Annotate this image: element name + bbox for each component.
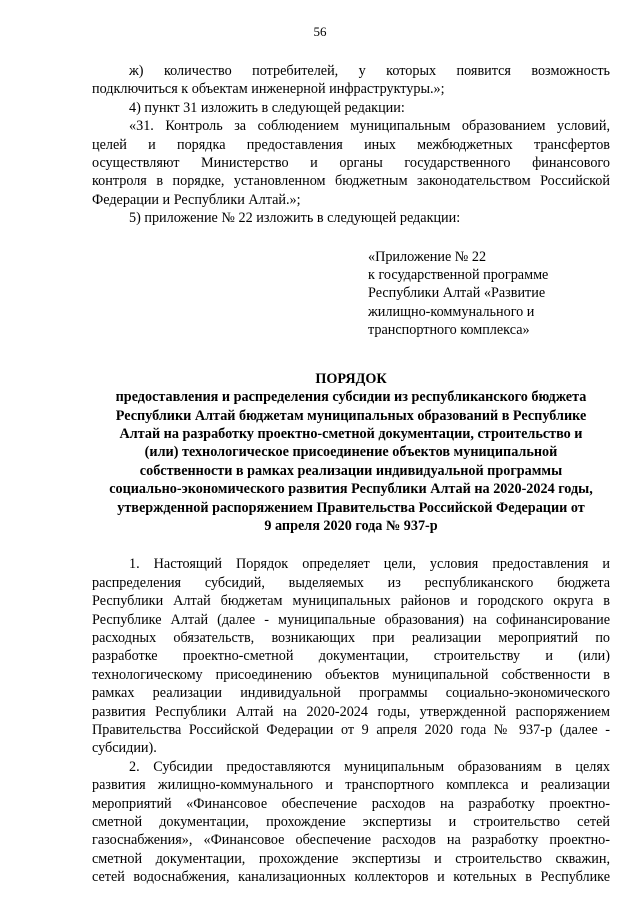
appendix-line: «Приложение № 22 xyxy=(368,248,487,265)
appendix-line: транспортного комплекса» xyxy=(368,322,530,339)
text-line: 1. Настоящий Порядок определяет цели, условия предоставления и xyxy=(129,556,610,573)
text-line: развития Республики Алтай на 2020-2024 годы, утвержденной распоряжением xyxy=(92,703,610,720)
appendix-line: к государственной программе xyxy=(368,267,549,284)
text-line: разработке проектно-сметной документации, строительству и (или) xyxy=(92,648,610,665)
subtitle-line: собственности в рамках реализации индивидуальной программы xyxy=(139,462,563,479)
appendix-header xyxy=(368,248,610,340)
text-line: «31. Контроль за соблюдением муниципальным образованием условий, xyxy=(129,118,610,135)
text-line: 2. Субсидии предоставляются муниципальным образованиям в целях xyxy=(129,758,610,775)
text-line: рамках реализации индивидуальной программы социально-экономического xyxy=(92,685,610,702)
text-line: сметной документации, прохождение экспертизы и строительство сетей xyxy=(92,814,610,831)
text-line: контроля в порядке, установленном бюджетным законодательством Российской xyxy=(92,173,610,190)
text-line: целей и порядка предоставления иных межбюджетных трансфертов xyxy=(92,136,610,153)
text-line: сметной документации, прохождение экспертизы и строительство скважин, xyxy=(92,850,610,867)
appendix-line: жилищно-коммунального и xyxy=(368,303,535,320)
document-subtitle xyxy=(92,388,610,535)
subtitle-line: Алтай на разработку проектно-сметной документации, строительство и xyxy=(119,425,583,442)
text-line: субсидии). xyxy=(92,740,157,757)
text-line: подключиться к объектам инженерной инфраструктуры.»; xyxy=(92,81,445,98)
text-line: осуществляют Министерство и органы государственного финансового xyxy=(92,155,610,172)
subtitle-line: утвержденной распоряжением Правительства Российской Федерации от xyxy=(117,499,585,516)
section-1 xyxy=(92,555,610,757)
text-line: 4) пункт 31 изложить в следующей редакции: xyxy=(129,99,405,116)
text-line: технологическому присоединению объектов муниципальной собственности в xyxy=(92,666,610,683)
text-line: развития жилищно-коммунального и транспортного комплекса и реализации xyxy=(92,777,610,794)
subtitle-line: социально-экономического развития Республики Алтай на 2020-2024 годы, xyxy=(109,481,593,498)
subtitle-line: предоставления и распределения субсидии из республиканского бюджета xyxy=(115,389,587,406)
subtitle-line: Республики Алтай бюджетам муниципальных образований в Республике xyxy=(115,407,587,424)
text-line: Республике Алтай (далее - муниципальные образования) на софинансирование xyxy=(92,611,610,628)
text-line: расходных обязательств, возникающих при реализации мероприятий по xyxy=(92,629,610,646)
document-title: ПОРЯДОК xyxy=(315,370,387,387)
text-line: 5) приложение № 22 изложить в следующей редакции: xyxy=(129,210,461,227)
intro-block xyxy=(92,62,610,228)
appendix-line: Республики Алтай «Развитие xyxy=(368,285,546,302)
text-line: сетей водоснабжения, канализационных коллекторов и котельных в Республике xyxy=(92,869,610,886)
subtitle-line: (или) технологическое присоединение объектов муниципальной xyxy=(144,444,558,461)
text-line: распределения субсидий, выделяемых из республиканского бюджета xyxy=(92,574,610,591)
text-line: Республики Алтай бюджетам муниципальных районов и городского округа в xyxy=(92,593,610,610)
subtitle-line: 9 апреля 2020 года № 937-р xyxy=(264,517,438,534)
section-2 xyxy=(92,758,610,887)
text-line: мероприятий «Финансовое обеспечение расходов на разработку проектно- xyxy=(92,795,610,812)
text-line: Федерации и Республики Алтай.»; xyxy=(92,191,301,208)
text-line: Правительства Российской Федерации от 9 апреля 2020 года № 937-р (далее - xyxy=(92,722,610,738)
document-body xyxy=(92,62,610,887)
page-number: 56 xyxy=(313,24,327,39)
text-line: газоснабжения», «Финансовое обеспечение расходов на разработку проектно- xyxy=(92,832,610,849)
text-line: ж) количество потребителей, у которых появится возможность xyxy=(129,63,610,79)
